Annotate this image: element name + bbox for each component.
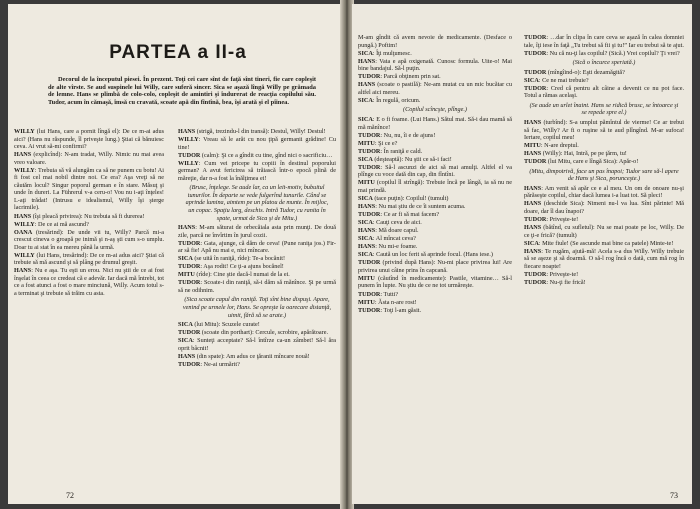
dialogue-line: WILLY: Cum vei pricepe tu copiii în destinul poporului german? A avut fericirea să trăiască într-o epocă plină de măreţie, dar n-a fost la înălţimea ei! — [178, 159, 336, 182]
dialogue-line: TUDOR: Nu că nu-ţi las copilul? (Sică.) Vrei copilul? Ţi vrei? — [524, 49, 680, 57]
page-number-right: 73 — [670, 491, 678, 500]
dialogue-line: TUDOR: Nu, nu, îi e de ajuns! — [358, 131, 436, 139]
dialogue-line: SICA: Îţi mulţumesc. — [358, 49, 412, 57]
dialogue-line: TUDOR (calm): Şi ce a gîndit cu tine, gînd nici o sacrificiu… — [178, 151, 333, 159]
speaker-name: SICA — [178, 337, 193, 345]
dialogue-line: TUDOR: Să-l ascunzi de aici să mai amulţi. Altfel el va plînge cu voce dată din cap, din fîntîni. — [358, 163, 512, 179]
dialogue-line: HANS (Willy): Hai, Intră, pe pe ţărm, tu! — [524, 150, 627, 158]
dialogue-line: TUDOR: …dar în clipa în care ceva se aşază în calea domniei tale, îţi iese în faţă „Tu trebui să fii şi tu!” Iar eu trebui să te ajut. — [524, 34, 684, 49]
dialogue-line: HANS: Te rugăm, ajută-mă! Acela s-a dus Willy. Willy trebuie să se aşeze şi să doarmă. O să-l rog încă o dată, cum mă rog în fiecare noapte! — [524, 247, 684, 270]
speaker-name: HANS — [178, 352, 196, 360]
speaker-name: MITU — [358, 139, 375, 147]
speaker-name: SICA — [524, 239, 539, 247]
dialogue-line: SICA (tace puţin): Copilul! (tumult) — [358, 194, 449, 202]
dialogue-line: TUDOR: Ce ar fi să mai facem? — [358, 211, 440, 219]
speaker-name: TUDOR — [358, 306, 381, 314]
speaker-name: TUDOR — [358, 290, 381, 298]
dialogue-line: OANA (tresărind): De unde vii tu, Willy? Parcă mi-a crescut cineva o groapă pe inimă şi n-aş şti cum s-o umplu. Doar tu ai stat în ea mereu până la urmă. — [14, 228, 164, 251]
dialogue-line: WILLY: Trebuia să vă alungăm ca să ne punem cu botu! Ai fi fost cel mai nobil dintre noi. Ce era? Aşa vreţi să ne căutăm locul? Singur poporul german e în stare. Măsuţ şi unde în dureri. La Führerul v-a ceru-o! Vou nu i-aţi înţeles! L-aţi trădat! (Intrusu e idealismul, Willy îşi şterge lacrimile). — [14, 166, 164, 212]
speaker-name: WILLY — [14, 128, 35, 135]
speaker-name: TUDOR — [524, 270, 547, 278]
dialogue-line: SICA (lui Mitu): Scuzele curate! — [178, 321, 260, 329]
dialogue-line: TUDOR: Priveşte-te! — [524, 270, 579, 278]
speaker-name: TUDOR — [178, 239, 201, 247]
dialogue-line: MITU (căutînd în medicamente): Pastile, vitamine… Să-l punem în lupte. Nu ştiu de ce ne tot urmăreşte. — [358, 274, 512, 290]
dialogue-line: TUDOR: Tutti? — [358, 290, 399, 298]
speaker-name: WILLY — [178, 159, 199, 167]
speaker-name: HANS — [524, 224, 542, 232]
dialogue-line: HANS (bătînd, cu sufletul): Nu se mai poate pe loc, Willy. De ce ţi-e frică? (tumult) — [524, 224, 684, 239]
speaker-name: TUDOR — [178, 263, 201, 271]
stage-direction: (Se aude un urlet înaint. Hans se ridică brusc, se întoarce şi se repede spre el.) — [529, 101, 679, 117]
speaker-name: SICA — [358, 115, 373, 123]
left-column-2 — [178, 128, 336, 369]
stage-direction: (Mitu, dimpotrivă, face un pas înapoi; Tudor sare să-l apere de Hans şi Sica, porunceşte.) — [529, 167, 679, 183]
speaker-name: HANS — [358, 243, 376, 251]
page-title: PARTEA a II-a — [109, 42, 247, 63]
speaker-name: TUDOR — [524, 158, 547, 166]
dialogue-line: HANS (din spate): Am adus ce ţăranii mîncare nouă! — [178, 352, 310, 360]
right-column-1 — [358, 34, 512, 315]
dialogue-line: SICA: Cauţi ceva de aici. — [358, 219, 422, 227]
dialogue-line: HANS (deschide Sica): Nimeni nu-l va lua. Sînt părinte! Mă doare, dar îl dau înapoi? — [524, 200, 684, 215]
speaker-name: TUDOR — [524, 68, 547, 76]
stage-direction: (Copilul scîncşte, plînge.) — [403, 106, 467, 114]
speaker-name: SICA — [178, 321, 193, 329]
dialogue-line: MITU: Şi ce e? — [358, 139, 398, 147]
speaker-name: SICA — [358, 155, 373, 163]
dialogue-line: SICA (deşteaptă): Nu ştii ce să-i faci! — [358, 155, 452, 163]
stage-direction: (Sică o încurce speriată.) — [572, 59, 636, 67]
speaker-name: HANS — [524, 247, 542, 255]
dialogue-line: MITU: Ăsta n-are rost! — [358, 298, 417, 306]
dialogue-line: HANS: Nu e aşa. Tu eşti un erou. Nici nu ştii de ce ai fost înşelat în ceea ce credeai că e adevăr. Iar dacă mă întrebi, tot ce a fost atunci a fost o mare minciună, Willy. Acum totul s-a terminat şi trebuie să trăim cu asta. — [14, 267, 164, 297]
dialogue-line: TUDOR: Scoate-i din raniţă, să-i dăm să mănînce. Şi pe urmă să ne odihnim. — [178, 279, 336, 294]
dialogue-line: HANS: Am venit să apăr ce e al meu. Un om de onoare nu-şi părăseşte copilul, chiar dacă lumea i-a luat tot. Să pleci! — [524, 184, 684, 200]
speaker-name: TUDOR — [358, 147, 381, 155]
dialogue-line: WILLY (lui Hans, tresărind): De ce m-ai adus aici? Ştiai că trebuie să mă ascund şi să plâng pe drumul greşit. — [14, 251, 164, 267]
right-page — [352, 4, 692, 504]
speaker-name: SICA — [358, 49, 373, 57]
speaker-name: HANS — [14, 267, 32, 275]
left-column-1 — [14, 128, 164, 298]
dialogue-line: SICA: Mite fiule! (Se ascunde mai bine ca patele) Minte-te! — [524, 239, 674, 247]
speaker-name: HANS — [524, 184, 542, 192]
speaker-name: HANS — [524, 118, 542, 126]
speaker-name: WILLY — [14, 220, 35, 228]
speaker-name: MITU — [178, 271, 195, 279]
dialogue-line: TUDOR: Gata, ajunge, că dăm de ceva! (Pune raniţa jos.) Fir-ar să fie! Apă nu mai e, nici mîncare. — [178, 239, 336, 255]
dialogue-line: WILLY: Vreau să le arăt cu nou ţipă germanii grădine! Cu tine! — [178, 136, 336, 151]
speaker-name: HANS — [178, 224, 196, 232]
dialogue-line: HANS (îşi pleacă privirea): Nu trebuia să fi durerea! — [14, 212, 145, 220]
speaker-name: HANS — [14, 151, 32, 159]
speaker-name: HANS — [358, 57, 376, 65]
speaker-name: TUDOR — [178, 151, 201, 159]
speaker-name: HANS — [524, 150, 542, 158]
dialogue-line: HANS: Vata e apă oxigenată. Cunosc formula. Uite-o! Mai bine bandajul. Să-l puţin. — [358, 57, 512, 73]
dialogue-line: HANS: M-am săturat de orbecăiala asta prin munţi. De două zile, parcă ne învîrtim în jurul cozii. — [178, 224, 336, 239]
dialogue-line: SICA: Caută un loc ferit să aprinde focul. (Hans iese.) — [358, 251, 493, 259]
speaker-name: TUDOR — [524, 49, 547, 57]
speaker-name: OANA — [14, 228, 33, 236]
speaker-name: HANS — [178, 128, 196, 135]
dialogue-line: TUDOR: În raniţă e cald. — [358, 147, 423, 155]
speaker-name: TUDOR — [524, 278, 547, 286]
dialogue-line: TUDOR: Cred că pentru alt câine a devenit ce nu pot face. Totul a rămas acelaşi. — [524, 84, 684, 100]
dialogue-line: MITU (copilul îl strîngă): Trebuie încă pe lângă, ia să nu ne mai prindă. — [358, 179, 512, 194]
dialogue-line: TUDOR: Parcă obţinem prin sat. — [358, 73, 441, 81]
speaker-name: SICA — [178, 255, 193, 263]
speaker-name: TUDOR — [178, 279, 201, 287]
speaker-name: TUDOR — [524, 216, 547, 224]
speaker-name: SICA — [358, 235, 373, 243]
speaker-name: SICA — [524, 76, 539, 84]
dialogue-line: TUDOR: Aşa rodit! Ce ţi-a ajuns bocănel! — [178, 263, 284, 271]
speaker-name: HANS — [14, 212, 32, 220]
dialogue-line: SICA: În regulă, oricum. — [358, 96, 421, 104]
speaker-name: MITU — [524, 142, 541, 150]
dialogue-line: WILLY: De ce ai mă ascund? — [14, 220, 89, 228]
speaker-name: WILLY — [178, 136, 199, 144]
speaker-name: TUDOR — [178, 360, 201, 368]
dialogue-line: TUDOR (lui Mitu, care e lîngă Sica): Apăr-o! — [524, 158, 639, 166]
dialogue-line: TUDOR: Ne-ai urmărit? — [178, 360, 240, 368]
speaker-name: WILLY — [14, 166, 35, 174]
speaker-name: SICA — [358, 194, 373, 202]
speaker-name: HANS — [358, 227, 376, 235]
speaker-name: MITU — [358, 274, 375, 282]
speaker-name: MITU — [358, 298, 375, 306]
dialogue-line: MITU (rîde): Cine ştie dacă-l numai de la ei. — [178, 271, 290, 279]
speaker-name: TUDOR — [358, 73, 381, 81]
dialogue-line: TUDOR (mîngîind-o): Eşti dezamăgită? — [524, 68, 625, 76]
dialogue-line: TUDOR (scoate din porthart): Cercule, scrobire, apărătoare. — [178, 329, 329, 337]
right-column-2 — [524, 34, 684, 287]
speaker-name: WILLY — [14, 251, 35, 259]
dialogue-line: SICA: Sunteţi acceptate? Să-l întîrze ca-un zâmbet! Să-l ăra oprit bâcnit! — [178, 337, 336, 352]
speaker-name: HANS — [524, 200, 542, 208]
speaker-name: HANS — [358, 202, 376, 210]
speaker-name: SICA — [358, 96, 373, 104]
speaker-name: TUDOR — [178, 329, 201, 337]
stage-direction: (Brusc, înţelege. Se aude lar, ca un leit-motiv, bubuitul tunurilor. În departe se vede fulgerînd tunurile. Când se aprinde lumina, aimtem pe un platou de munte. În mijloc, un copac. Spaţiu larg, deschis. Intră Tudor, cu ranita în spate, urmat de Sica şi de Mitu.) — [185, 184, 329, 222]
dialogue-line: TUDOR: Nu-ţi fie frică! — [524, 278, 586, 286]
speaker-name: TUDOR — [358, 259, 381, 267]
dialogue-line: HANS: Nu mai ştiu de ce îi suntem acuma. — [358, 202, 466, 210]
left-page — [8, 4, 342, 504]
intro-text: Decorul de la începutul piesei. În prezent. Toţi cei care sînt de faţă sînt tineri, fie care copleşit de alte vîrste. Se aud suspinele lui Willy, care suferă sincer. Sica se aşază lîngă Willy pe grămada de lemne. Hans se plimbă de colo-colo, copleşit de amintiri şi îndurerat de reacţia copilului său. Tudor, acum în cămaşă, îmsă cu cravată, scoate apă din fîntînă, bea, îşi arată şi el pîinea. — [48, 76, 316, 106]
stage-direction: (Sica scoate capul din raniţă. Toţi sînt bine dispuşi. Apare, venind pe urmele lor, Hans. Se opreşte la oarecare distanţă, uimit, fără să se arate.) — [182, 296, 332, 319]
speaker-name: MITU — [358, 179, 375, 187]
dialogue-line: HANS (turbînd): S-a umplut pămîntul de vierme! Ce ar trebui să fac, Willy? Ar fi o ruşine să te aud plîngînd. M-ar sufoca! Iertare, copilul meu! — [524, 118, 684, 142]
dialogue-line: HANS: Nu mi-e foame. — [358, 243, 418, 251]
dialogue-line: HANS (scoate o pastilă): Ne-am mutat cu un mic bucătar cu altfel aici mereu. — [358, 81, 512, 96]
dialogue-line: TUDOR (privind după Hans): Nu-mi place privirea lui! Are privirea unui câine prins în capcană. — [358, 259, 512, 274]
speaker-name: SICA — [358, 251, 373, 259]
speaker-name: TUDOR — [358, 163, 381, 171]
page-number-left: 72 — [66, 491, 74, 500]
speaker-name: TUDOR — [524, 34, 547, 41]
dialogue-line: SICA: Ce ne mai trebuie? — [524, 76, 589, 84]
speaker-name: TUDOR — [524, 84, 547, 92]
dialogue-line: MITU: N-are dreptul. — [524, 142, 579, 150]
intro-paragraph — [48, 76, 316, 106]
dialogue-line: SICA (se uită în raniţă, rîde): Te-a bocănit! — [178, 255, 286, 263]
speaker-name: TUDOR — [358, 131, 381, 139]
dialogue-line: TUDOR: Priveşte-te! — [524, 216, 579, 224]
dialogue-line: HANS: Mă doare capul. — [358, 227, 419, 235]
speaker-name: TUDOR — [358, 211, 381, 219]
dialogue-line: HANS (strigă, trezindu-l din transă): Destul, Willy! Destul! — [178, 128, 326, 135]
dialogue-line: SICA: E o fi foame. (Lui Hans.) Sătul mai. Să-i dau mamă să mă mănînce! — [358, 115, 512, 131]
speaker-name: SICA — [358, 219, 373, 227]
dialogue-line: HANS (explicînd): N-am tradat, Willy. Nimic nu mai avea vreo valoare. — [14, 151, 164, 166]
dialogue-line: M-am gîndit că avem nevoie de medicamente. (Desface o pungă.) Poftim! — [358, 34, 512, 49]
dialogue-line: WILLY (lui Hans, care a pornit lîngă el): De ce m-ai adus aici? (Hans nu răspunde, îl priveşte lung.) Ştiai că bănuiesc ceva. Ai vrut să-mi confirmi? — [14, 128, 164, 151]
dialogue-line: TUDOR: Toţi l-am găsit. — [358, 306, 422, 314]
speaker-name: HANS — [358, 81, 376, 89]
dialogue-line: SICA: Al mîncat ceva? — [358, 235, 416, 243]
